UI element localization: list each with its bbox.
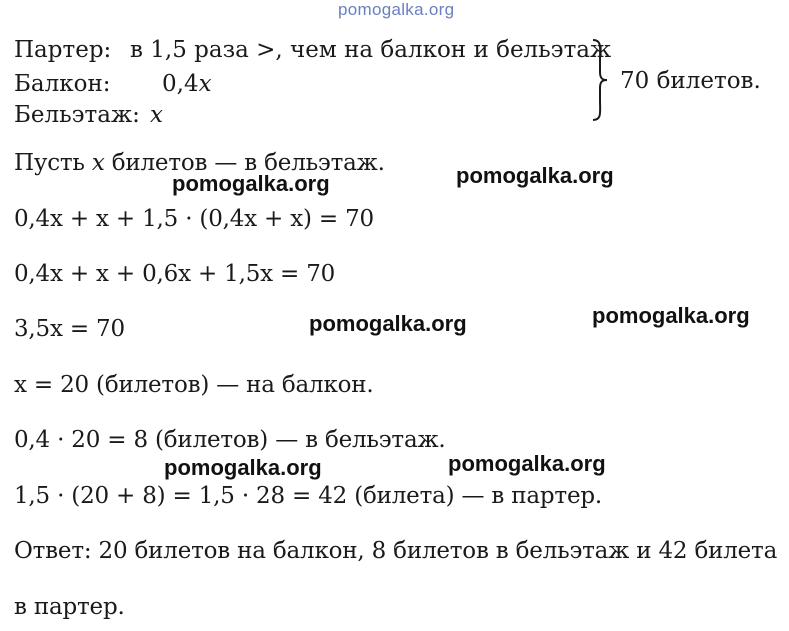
watermark: pomogalka.org [448, 451, 606, 476]
row-parter-label: Партер: [14, 37, 112, 63]
tickets-total: 70 билетов. [620, 68, 761, 94]
equation-4: x = 20 (билетов) — на балкон. [14, 372, 374, 398]
watermark: pomogalka.org [456, 163, 614, 188]
answer-line-2: в партер. [14, 594, 125, 620]
equation-3: 3,5x = 70 [14, 316, 125, 342]
watermark: pomogalka.org [164, 455, 322, 480]
watermark: pomogalka.org [172, 171, 330, 196]
watermark: pomogalka.org [592, 303, 750, 328]
row-balcony-value [162, 70, 212, 98]
let-text-b: билетов — в бельэтаж. [104, 150, 385, 176]
equation-1: 0,4x + x + 1,5 · (0,4x + x) = 70 [14, 206, 374, 232]
watermark: pomogalka.org [309, 311, 467, 336]
equation-2: 0,4x + x + 0,6x + 1,5x = 70 [14, 261, 336, 287]
watermark-top: pomogalka.org [338, 0, 455, 19]
equation-5: 0,4 · 20 = 8 (билетов) — в бельэтаж. [14, 427, 446, 453]
right-brace-icon [590, 38, 610, 122]
row-balcony-label: Балкон: [14, 71, 111, 97]
row-parter-value: в 1,5 раза >, чем на балкон и бельэтаж [130, 37, 612, 63]
let-var: x [91, 150, 105, 176]
let-text-a: Пусть [14, 150, 92, 176]
row-beletage-label: Бельэтаж: [14, 102, 140, 128]
equation-6: 1,5 · (20 + 8) = 1,5 · 28 = 42 (билета) — в партер. [14, 483, 602, 509]
balcony-var: x [198, 71, 212, 97]
answer-line-1: Ответ: 20 билетов на балкон, 8 билетов в бельэтаж и 42 билета [14, 538, 778, 564]
row-beletage-value [150, 101, 163, 129]
balcony-coef: 0,4 [162, 71, 199, 97]
beletage-var: x [150, 102, 163, 128]
